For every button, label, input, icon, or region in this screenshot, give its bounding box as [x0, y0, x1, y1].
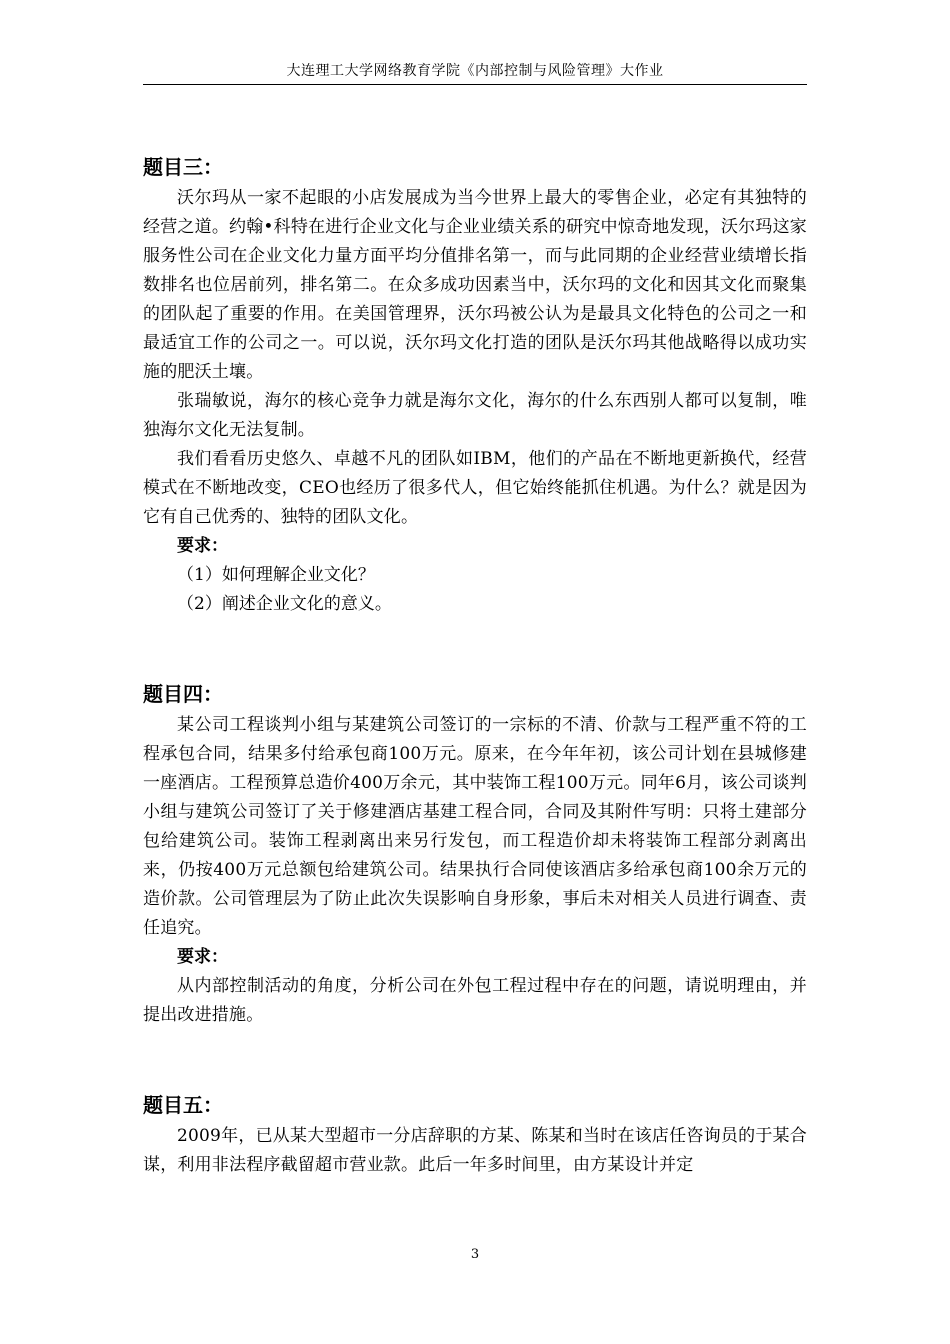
section-spacer	[143, 1030, 807, 1088]
section-title: 题目四：	[143, 682, 223, 706]
requirement-label: 要求：	[177, 947, 228, 967]
requirement-item: （1）如何理解企业文化？	[177, 565, 375, 585]
paragraph: 2009年，已从某大型超市一分店辞职的方某、陈某和当时在该店任咨询员的于某合谋，利用非法程序截留超市营业款。此后一年多时间里，由方某设计并定	[143, 1126, 807, 1175]
requirement-text: 从内部控制活动的角度，分析公司在外包工程过程中存在的问题，请说明理由，并提出改进措施。	[143, 976, 807, 1025]
requirement-item: （2）阐述企业文化的意义。	[177, 594, 392, 614]
paragraph: 张瑞敏说，海尔的核心竞争力就是海尔文化，海尔的什么东西别人都可以复制，唯独海尔文化无法复制。	[143, 391, 807, 440]
running-header: 大连理工大学网络教育学院《内部控制与风险管理》大作业	[286, 63, 664, 79]
paragraph: 我们看看历史悠久、卓越不凡的团队如IBM，他们的产品在不断地更新换代，经营模式在不断地改变，CEO也经历了很多代人，但它始终能抓住机遇。为什么？就是因为它有自己优秀的、独特的团队文化。	[143, 449, 807, 527]
section-title: 题目三：	[143, 155, 223, 179]
paragraph: 某公司工程谈判小组与某建筑公司签订的一宗标的不清、价款与工程严重不符的工程承包合同，结果多付给承包商100万元。原来，在今年年初，该公司计划在县城修建一座酒店。工程预算总造价400万余元，其中装饰工程100万元。同年6月，该公司谈判小组与建筑公司签订了关于修建酒店基建工程合同，合同及其附件写明：只将土建部分包给建筑公司。装饰工程剥离出来另行发包，而工程造价却未将装饰工程部分剥离出来，仍按400万元总额包给建筑公司。结果执行合同使该酒店多给承包商100余万元的造价款。公司管理层为了防止此次失误影响自身形象，事后未对相关人员进行调查、责任追究。	[143, 715, 807, 938]
document-body	[143, 150, 807, 1180]
section-4	[143, 677, 807, 1030]
header-rule	[143, 84, 807, 85]
requirement-label: 要求：	[177, 536, 228, 556]
section-5	[143, 1088, 807, 1180]
section-title: 题目五：	[143, 1093, 223, 1117]
section-3	[143, 150, 807, 619]
page-number: 3	[470, 1247, 480, 1262]
section-spacer	[143, 619, 807, 677]
paragraph: 沃尔玛从一家不起眼的小店发展成为当今世界上最大的零售企业，必定有其独特的经营之道。约翰•科特在进行企业文化与企业业绩关系的研究中惊奇地发现，沃尔玛这家服务性公司在企业文化力量方面平均分值排名第一，而与此同期的企业经营业绩增长指数排名也位居前列，排名第二。在众多成功因素当中，沃尔玛的文化和因其文化而聚集的团队起了重要的作用。在美国管理界，沃尔玛被公认为是最具文化特色的公司之一和最适宜工作的公司之一。可以说，沃尔玛文化打造的团队是沃尔玛其他战略得以成功实施的肥沃土壤。	[143, 188, 807, 382]
